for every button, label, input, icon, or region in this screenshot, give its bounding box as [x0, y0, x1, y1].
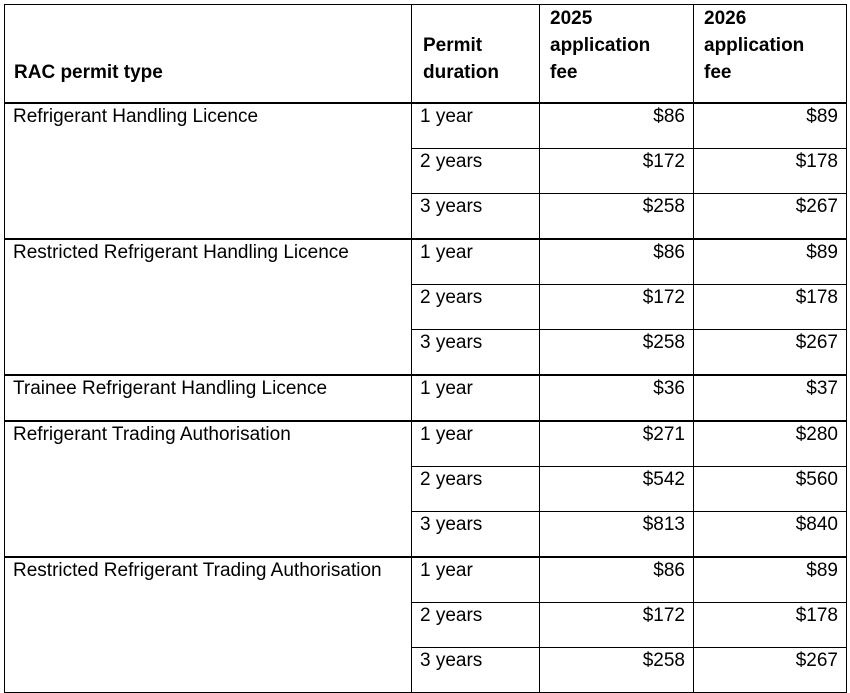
duration-cell: 1 year	[412, 557, 540, 603]
fee-2026-cell: $178	[694, 149, 847, 194]
permit-type-cell: Restricted Refrigerant Handling Licence	[5, 239, 412, 375]
duration-cell: 3 years	[412, 330, 540, 376]
table-row	[5, 557, 847, 603]
fee-2026-cell: $89	[694, 239, 847, 285]
permit-type-cell: Restricted Refrigerant Trading Authorisation	[5, 557, 412, 693]
table-row	[5, 239, 847, 285]
fee-table	[4, 4, 847, 693]
fee-2025-cell: $172	[540, 603, 694, 648]
fee-2026-cell: $267	[694, 330, 847, 376]
fee-2025-cell: $172	[540, 285, 694, 330]
header-duration-line: duration	[423, 62, 499, 83]
duration-cell: 3 years	[412, 512, 540, 558]
fee-2025-cell: $86	[540, 557, 694, 603]
fee-2026-cell: $178	[694, 285, 847, 330]
fee-2026-cell: $267	[694, 194, 847, 240]
header-fee-2025	[540, 5, 694, 104]
header-permit-type	[5, 5, 412, 104]
header-permit-duration	[412, 5, 540, 104]
table-row	[5, 375, 847, 421]
table-row	[5, 421, 847, 467]
header-permit-type-label: RAC permit type	[14, 62, 163, 83]
fee-2025-cell: $258	[540, 648, 694, 693]
fee-2025-cell: $172	[540, 149, 694, 194]
table-header	[5, 5, 847, 104]
duration-cell: 2 years	[412, 149, 540, 194]
fee-2026-cell: $560	[694, 467, 847, 512]
fee-2025-cell: $258	[540, 330, 694, 376]
duration-cell: 1 year	[412, 375, 540, 421]
duration-cell: 1 year	[412, 421, 540, 467]
fee-2025-cell: $86	[540, 103, 694, 149]
permit-type-cell: Trainee Refrigerant Handling Licence	[5, 375, 412, 421]
duration-cell: 2 years	[412, 285, 540, 330]
header-fee-2025-line: application	[550, 35, 651, 56]
fee-2026-cell: $89	[694, 103, 847, 149]
table-row	[5, 103, 847, 149]
duration-cell: 2 years	[412, 603, 540, 648]
fee-2025-cell: $813	[540, 512, 694, 558]
duration-cell: 3 years	[412, 648, 540, 693]
fee-2025-cell: $86	[540, 239, 694, 285]
fee-2026-cell: $89	[694, 557, 847, 603]
duration-cell: 1 year	[412, 239, 540, 285]
duration-cell: 1 year	[412, 103, 540, 149]
header-fee-2026-line: fee	[704, 62, 732, 83]
duration-cell: 3 years	[412, 194, 540, 240]
header-duration-line: Permit	[423, 35, 483, 56]
permit-type-cell: Refrigerant Trading Authorisation	[5, 421, 412, 557]
header-row	[5, 5, 847, 104]
fee-2025-cell: $542	[540, 467, 694, 512]
header-fee-2025-line: 2025	[550, 8, 593, 29]
table-body	[5, 103, 847, 693]
fee-2025-cell: $271	[540, 421, 694, 467]
permit-type-cell: Refrigerant Handling Licence	[5, 103, 412, 239]
header-fee-2026-line: 2026	[704, 8, 747, 29]
header-fee-2026-line: application	[704, 35, 805, 56]
fee-2026-cell: $840	[694, 512, 847, 558]
fee-2026-cell: $178	[694, 603, 847, 648]
duration-cell: 2 years	[412, 467, 540, 512]
header-fee-2026	[694, 5, 847, 104]
header-fee-2025-line: fee	[550, 62, 578, 83]
fee-2026-cell: $280	[694, 421, 847, 467]
fee-2026-cell: $37	[694, 375, 847, 421]
fee-2026-cell: $267	[694, 648, 847, 693]
fee-2025-cell: $36	[540, 375, 694, 421]
fee-2025-cell: $258	[540, 194, 694, 240]
